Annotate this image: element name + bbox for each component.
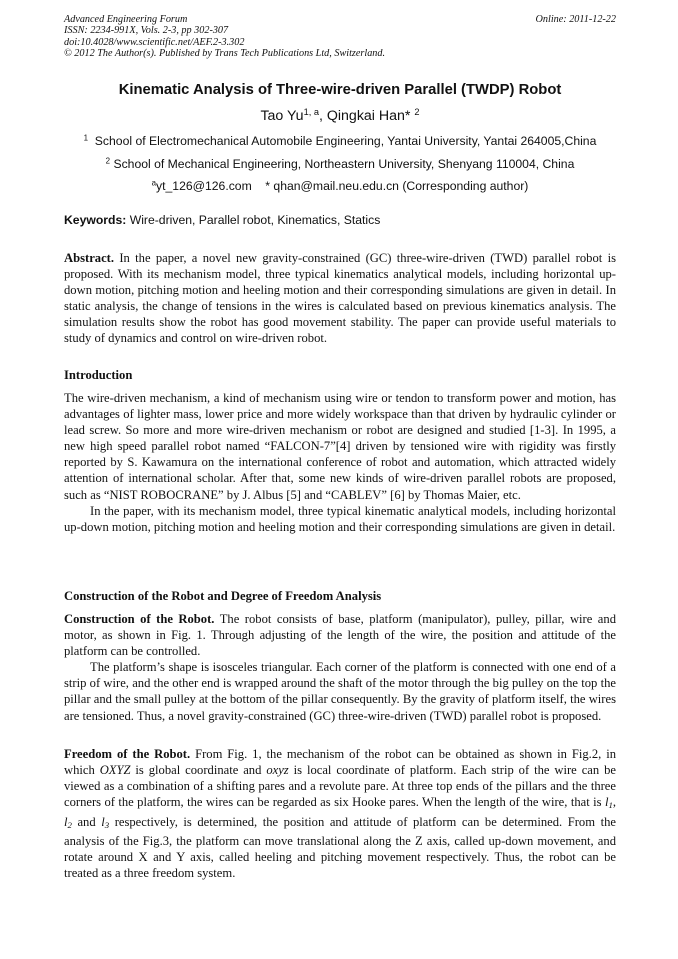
author-separator: ,	[318, 108, 327, 124]
freedom-text-1: From Fig. 1, the mechanism of the robot can be obtained as shown in Fig.2, in which	[64, 747, 616, 778]
affiliation-2-text: School of Mechanical Engineering, Northeastern University, Shenyang 110004, China	[113, 157, 575, 171]
abstract	[64, 250, 616, 347]
introduction-body	[64, 390, 616, 535]
introduction-paragraph-2: In the paper, with its mechanism model, three typical kinematic analytical models, including horizontal up-down motion, pitching motion and heeling motion and their corresponding simulations are given in detail.	[64, 503, 616, 534]
freedom-body: Freedom of the Robot. From Fig. 1, the mechanism of the robot can be obtained as shown in Fig.2, in which OXYZ is global coordinate and oxyz is local coordinate of platform. Each strip of the wire can be viewed as a combination of a shifting pares and a revolute pare. At three top ends of the pillars and the three corners of the platform, the wires can be regarded as six Hooke pares. When the length of the wire, that is $l_1$, $l_2$ and $l_3$ respectively, is determined, the position and attitude of platform can be determined. From the analysis of the Fig.3, the platform can move translational along the Z axis, called up-down movement, and rotate around X and Y axis, called heeling and pitching movement respectively. Thus, the robot can be treated as a three freedom system.	[64, 747, 616, 881]
freedom-text-3: is local coordinate of platform. Each strip of the wire can be viewed as a combination of a shifting pares and a revolute pare. At three top ends of the pillars and the three corners of the platform, the wires can be regarded as six Hooke pares. When the length of the wire, that is	[64, 763, 616, 810]
doi-line: doi:10.4028/www.scientific.net/AEF.2-3.302	[64, 36, 245, 48]
copyright-line: © 2012 The Author(s). Published by Trans Tech Publications Ltd, Switzerland.	[64, 48, 386, 60]
affiliation-1	[64, 134, 616, 148]
abstract-text: In the paper, a novel new gravity-constrained (GC) three-wire-driven (TWD) parallel robot is proposed. With its mechanism model, three typical kinematics analytical models, including horizontal up-down motion, pitching motion and heeling motion and their corresponding simulations are given in detail. In static analysis, the change of tensions in the wires is calculated based on previous kinematics analysis. The simulation results show the robot has good movement stability. The paper can provide useful materials to study of dynamics and control on wire-driven robot.	[64, 251, 616, 346]
freedom-text-4: respectively, is determined, the position and attitude of platform can be determined. From the analysis of the Fig.3, the platform can move translational along the Z axis, called up-down movement, and rotate around X and Y axis, called heeling and pitching movement respectively. Thus, the robot can be treated as a three freedom system.	[64, 814, 616, 881]
affiliation-1-text: School of Electromechanical Automobile Engineering, Yantai University, Yantai 264005,China	[94, 134, 597, 148]
construction-runin: Construction of the Robot.	[64, 612, 215, 626]
keywords-label: Keywords:	[64, 213, 127, 227]
journal-header	[64, 14, 616, 60]
email-1[interactable]: yt_126@126.com	[156, 179, 252, 193]
freedom-text-2: is global coordinate and	[135, 763, 262, 778]
wire-length-l2: $l_2$	[64, 814, 72, 830]
email-marker: a	[151, 178, 157, 188]
paper-title: Kinematic Analysis of Three-wire-driven Parallel (TWDP) Robot	[118, 82, 562, 98]
wire-length-l1: $l_1$	[604, 795, 613, 811]
email-line	[64, 179, 616, 193]
affiliation-2-marker: 2	[105, 156, 111, 166]
abstract-label: Abstract.	[64, 251, 115, 265]
author-1: Tao Yu	[260, 108, 304, 124]
freedom-runin: Freedom of the Robot.	[64, 747, 191, 761]
online-date: Online: 2011-12-22	[535, 14, 616, 25]
journal-name: Advanced Engineering Forum	[64, 14, 188, 25]
author-1-marker: 1, a	[303, 106, 319, 117]
construction-heading: Construction of the Robot and Degree of Freedom Analysis	[64, 589, 382, 603]
construction-paragraph-1: The robot consists of base, platform (manipulator), pulley, pillar, wire and motor, as shown in Fig. 1. Through adjusting of the length of the wire, the position and attitude of the platform can be controlled.	[64, 612, 616, 659]
construction-paragraph-2: The platform’s shape is isosceles triangular. Each corner of the platform is connected with one end of a strip of wire, and the other end is wrapped around the shaft of the motor through the big pulley on the top the pillar and the small pulley at the bottom of the pillar consequently. By the gravity of platform itself, the wires are tensioned. Thus, a novel gravity-constrained (GC) three-wire-driven (TWD) parallel robot is proposed.	[64, 660, 616, 723]
author-2: Qingkai Han*	[326, 108, 411, 124]
affiliation-1-marker: 1	[83, 133, 89, 143]
local-coordinate: oxyz	[266, 763, 289, 778]
issn-line: ISSN: 2234-991X, Vols. 2-3, pp 302-307	[64, 25, 229, 37]
author-2-marker: 2	[414, 106, 420, 117]
introduction-heading: Introduction	[64, 368, 133, 382]
construction-body	[64, 611, 616, 724]
keywords-text: Wire-driven, Parallel robot, Kinematics, Statics	[129, 213, 381, 227]
email-2[interactable]: * qhan@mail.neu.edu.cn (Corresponding author)	[265, 179, 529, 193]
wire-length-l3: $l_3$	[101, 814, 110, 830]
affiliation-2	[64, 157, 616, 171]
author-line	[64, 108, 616, 124]
keywords	[64, 213, 616, 227]
global-coordinate: OXYZ	[99, 763, 131, 778]
introduction-paragraph-1: The wire-driven mechanism, a kind of mechanism using wire or tendon to transform power and motion, has advantages of lighter mass, lower price and more widely workspace than that driven by hydraulic cylinder or lead screw. So more and more wire-driven mechanism or robot are designed and studied [1-3]. In 1995, a new high speed parallel robot named “FALCON-7”[4] driven by tensioned wire with rigidity was firstly reported by S. Kawamura on the international conference of robot and automation, which attracted widely attention of international scholar. After that, some new kinds of wire-driven parallel robots are proposed, such as “NIST ROBOCRANE” by J. Albus [5] and “CABLEV” [6] by Thomas Maier, etc.	[64, 391, 616, 502]
